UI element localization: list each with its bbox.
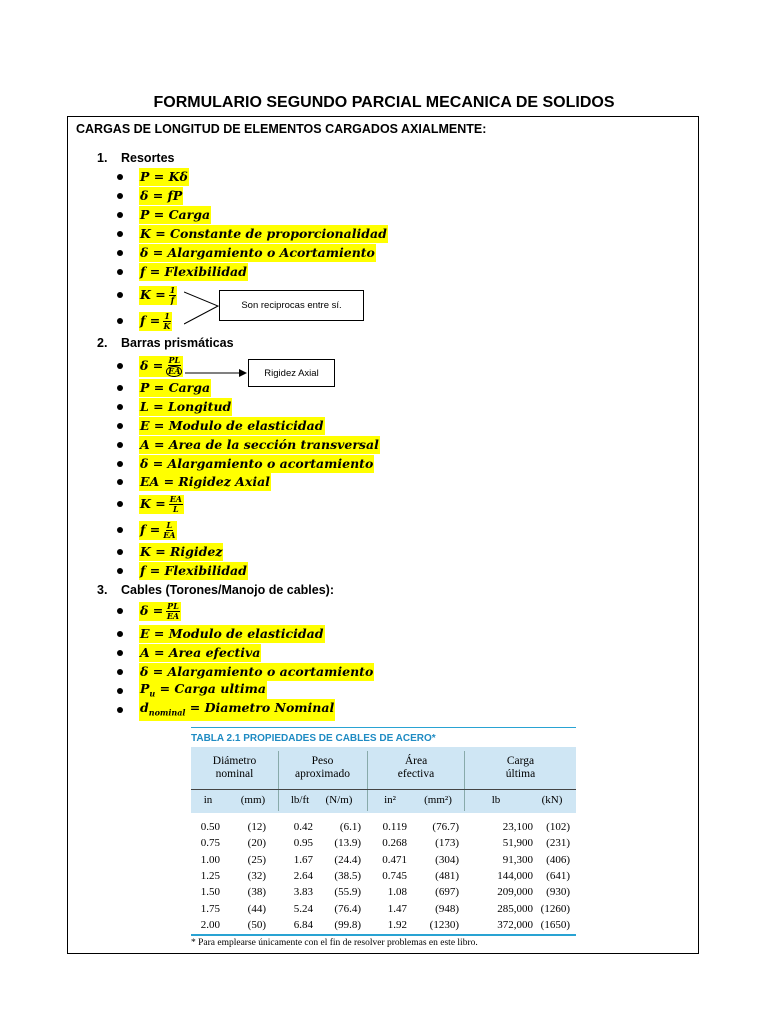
formula-item — [117, 187, 183, 205]
bullet-icon — [117, 231, 123, 237]
page-title: FORMULARIO SEGUNDO PARCIAL MECANICA DE SOLIDOS — [153, 94, 615, 111]
table-cell: (948) — [435, 902, 459, 915]
table-cell: (930) — [546, 886, 570, 899]
subsection-title: Resortes — [121, 151, 175, 165]
formula-item-f — [117, 519, 177, 541]
unit-label: (kN) — [541, 794, 563, 806]
fraction: $\frac{PL}{EA}$ — [166, 600, 180, 621]
unit-label: lb — [491, 794, 501, 806]
table-cell: 51,900 — [502, 837, 533, 850]
formula-text: f = Flexibilidad — [140, 264, 247, 279]
bullet-icon — [117, 174, 123, 180]
formula-item — [117, 625, 325, 643]
formula-text: δ = fP — [140, 188, 183, 203]
formula-text: P = Carga — [140, 207, 211, 222]
formula-text: A = Area efectiva — [140, 645, 261, 660]
bullet-icon — [117, 631, 123, 637]
formula-item-f — [117, 310, 172, 332]
table-cell: 5.24 — [293, 902, 313, 915]
bullet-icon — [117, 650, 123, 656]
subsection-title: Barras prismáticas — [121, 336, 234, 350]
fraction: $\frac{L}{EA}$ — [163, 519, 176, 540]
fraction: $\frac{1}{f}$ — [169, 284, 176, 305]
bullet-icon — [117, 269, 123, 275]
table-cell: 1.25 — [200, 869, 220, 882]
bullet-icon — [117, 318, 123, 324]
formula-item — [117, 473, 271, 491]
formula-item — [117, 206, 211, 224]
table-cell: 285,000 — [497, 902, 533, 915]
table-cell: (697) — [435, 886, 459, 899]
table-cell: (24.4) — [334, 853, 361, 866]
formula-item-delta — [117, 600, 181, 622]
formula-text: f = $\frac{1}{K}$ — [140, 310, 171, 331]
table-cell: 1.08 — [387, 886, 407, 899]
table-cell: (641) — [546, 869, 570, 882]
formula-text: K = Constante de proporcionalidad — [140, 226, 387, 241]
subsection-title: Cables (Torones/Manojo de cables): — [121, 583, 335, 597]
formula-item-pu — [117, 682, 267, 700]
table-cell: (76.4) — [334, 902, 361, 915]
bullet-icon — [117, 442, 123, 448]
formula-text: f = Flexibilidad — [140, 563, 247, 578]
table-title: TABLA 2.1 PROPIEDADES DE CABLES DE ACERO* — [191, 727, 576, 748]
bullet-icon — [117, 363, 123, 369]
table-cell: (102) — [546, 821, 570, 833]
bullet-icon — [117, 501, 123, 507]
formula-text: K = $\frac{1}{f}$ — [140, 284, 176, 305]
table-cell: 23,100 — [502, 821, 533, 833]
formula-item — [117, 225, 388, 243]
formula-item — [117, 263, 248, 281]
group-carga: Carga última — [505, 755, 536, 780]
fraction: $\frac{1}{K}$ — [163, 310, 171, 331]
table-bottom-rule — [191, 934, 576, 936]
section-heading: CARGAS DE LONGITUD DE ELEMENTOS CARGADOS AXIALMENTE: — [76, 122, 487, 136]
table-cell: (406) — [546, 853, 570, 866]
formula-item — [117, 644, 261, 662]
bullet-icon — [117, 404, 123, 410]
table-cell: (481) — [435, 869, 459, 882]
table-row — [191, 901, 576, 917]
group-area: Área efectiva — [397, 755, 435, 780]
fraction: $\frac{EA}{L}$ — [169, 493, 183, 514]
unit-label: (mm) — [240, 794, 266, 806]
table-cell: 0.268 — [382, 837, 407, 850]
table-cell: (6.1) — [339, 821, 361, 833]
note-rigidez-axial: Rigidez Axial — [248, 359, 335, 387]
formula-item-dnominal — [117, 701, 335, 719]
table-cell: 1.00 — [200, 853, 220, 866]
bullet-icon — [117, 527, 123, 533]
table-cell: 0.95 — [293, 837, 313, 850]
table-cell: 1.50 — [200, 886, 220, 899]
table-cell: (173) — [435, 837, 459, 850]
formula-item — [117, 417, 325, 435]
table-cell: 1.75 — [200, 902, 220, 915]
formula-text: EA = Rigidez Axial — [140, 474, 270, 489]
column-divider — [278, 751, 279, 811]
table-row — [191, 852, 576, 868]
unit-label: (mm²) — [424, 794, 452, 806]
subsection-resortes — [97, 151, 175, 165]
note-reciprocas: Son reciprocas entre sí. — [219, 290, 364, 321]
bracket-arrow-icon — [184, 288, 220, 328]
table-cell: (1230) — [429, 918, 459, 931]
table-cell: (50) — [247, 918, 266, 931]
table-cell: (44) — [247, 902, 266, 915]
bullet-icon — [117, 707, 123, 713]
fraction: $\frac{PL}{EA}$ — [168, 354, 181, 376]
bullet-icon — [117, 549, 123, 555]
arrow-icon — [185, 368, 247, 378]
formula-item — [117, 398, 232, 416]
formula-text: δ = Alargamiento o acortamiento — [140, 456, 374, 471]
table-cell: (99.8) — [334, 918, 361, 931]
table-cell: 0.119 — [382, 821, 407, 833]
bullet-icon — [117, 250, 123, 256]
formula-text: δ = Alargamiento o Acortamiento — [140, 245, 375, 260]
table-cell: (1650) — [540, 918, 570, 931]
table-cell: (304) — [435, 853, 459, 866]
table-cell: (38.5) — [334, 869, 361, 882]
formula-text: E = Modulo de elasticidad — [140, 626, 324, 641]
formula-item-k — [117, 493, 184, 515]
bullet-icon — [117, 568, 123, 574]
table-cell: (25) — [247, 853, 266, 866]
formula-text: P = Carga — [140, 380, 211, 395]
table-cell: (55.9) — [334, 886, 361, 899]
table-cell: 0.745 — [382, 869, 407, 882]
unit-label: (N/m) — [325, 794, 353, 806]
table-cell: 209,000 — [497, 886, 533, 899]
subsection-barras — [97, 336, 234, 350]
subsection-cables — [97, 583, 334, 597]
table-cell: (20) — [247, 837, 266, 850]
table-cell: 0.42 — [293, 821, 313, 833]
bullet-icon — [117, 669, 123, 675]
table-cell: 91,300 — [502, 853, 533, 866]
formula-text: f = $\frac{L}{EA}$ — [140, 519, 176, 540]
formula-item — [117, 455, 374, 473]
bullet-icon — [117, 193, 123, 199]
subsection-number: 3. — [97, 583, 108, 597]
header-rule — [191, 789, 576, 790]
bullet-icon — [117, 461, 123, 467]
bullet-icon — [117, 688, 123, 694]
formula-item — [117, 436, 380, 454]
column-divider — [367, 751, 368, 811]
table-cell: (13.9) — [334, 837, 361, 850]
group-diametro: Diámetro nominal — [212, 755, 257, 780]
formula-text: δ = $\frac{PL}{EA}$ — [139, 356, 183, 377]
formula-item — [117, 562, 248, 580]
bullet-icon — [117, 479, 123, 485]
table-row — [191, 884, 576, 900]
bullet-icon — [117, 292, 123, 298]
table-cell: 2.64 — [293, 869, 313, 882]
bullet-icon — [117, 608, 123, 614]
unit-label: lb/ft — [290, 794, 310, 806]
formula-text: $P_u$ = Carga ultima — [139, 680, 267, 703]
table-cell: (38) — [247, 886, 266, 899]
table-row — [191, 819, 576, 835]
cable-properties-table — [191, 727, 576, 955]
unit-label: in — [203, 794, 213, 806]
table-cell: 144,000 — [497, 869, 533, 882]
table-cell: (231) — [546, 837, 570, 850]
table-cell: 1.92 — [387, 918, 407, 931]
table-row — [191, 917, 576, 933]
table-cell: (32) — [247, 869, 266, 882]
group-peso: Peso aproximado — [295, 755, 350, 780]
table-cell: 0.75 — [200, 837, 220, 850]
formula-item — [117, 244, 376, 262]
table-cell: (12) — [247, 821, 266, 833]
formula-text: δ = Alargamiento o acortamiento — [140, 664, 374, 679]
subsection-number: 1. — [97, 151, 108, 165]
formula-item — [117, 168, 189, 186]
table-cell: 0.471 — [382, 853, 407, 866]
formula-item-k — [117, 284, 177, 306]
formula-item — [117, 663, 374, 681]
formula-item — [117, 379, 211, 397]
formula-text: $d_{nominal}$ = Diametro Nominal — [139, 699, 335, 722]
subsection-number: 2. — [97, 336, 108, 350]
table-cell: 1.47 — [387, 902, 407, 915]
formula-text: K = Rigidez — [140, 544, 223, 559]
table-row — [191, 835, 576, 851]
table-cell: 3.83 — [293, 886, 313, 899]
bullet-icon — [117, 212, 123, 218]
formula-text: E = Modulo de elasticidad — [140, 418, 324, 433]
formula-item-delta — [117, 354, 183, 378]
formula-text: P = Kδ — [140, 169, 188, 184]
table-cell: (1260) — [540, 902, 570, 915]
table-cell: 1.67 — [293, 853, 313, 866]
table-header — [191, 747, 576, 813]
table-row — [191, 868, 576, 884]
table-cell: (76.7) — [432, 821, 459, 833]
table-footnote: * Para emplearse únicamente con el fin de resolver problemas en este libro. — [191, 938, 478, 948]
bullet-icon — [117, 385, 123, 391]
bullet-icon — [117, 423, 123, 429]
formula-text: δ = $\frac{PL}{EA}$ — [140, 600, 180, 621]
table-cell: 0.50 — [200, 821, 220, 833]
formula-text: A = Area de la sección transversal — [140, 437, 379, 452]
table-cell: 6.84 — [293, 918, 313, 931]
table-cell: 372,000 — [497, 918, 533, 931]
column-divider — [464, 751, 465, 811]
table-cell: 2.00 — [200, 918, 220, 931]
formula-text: L = Longitud — [140, 399, 232, 414]
formula-text: K = $\frac{EA}{L}$ — [140, 493, 183, 514]
formula-item — [117, 543, 223, 561]
unit-label: in² — [384, 794, 396, 806]
